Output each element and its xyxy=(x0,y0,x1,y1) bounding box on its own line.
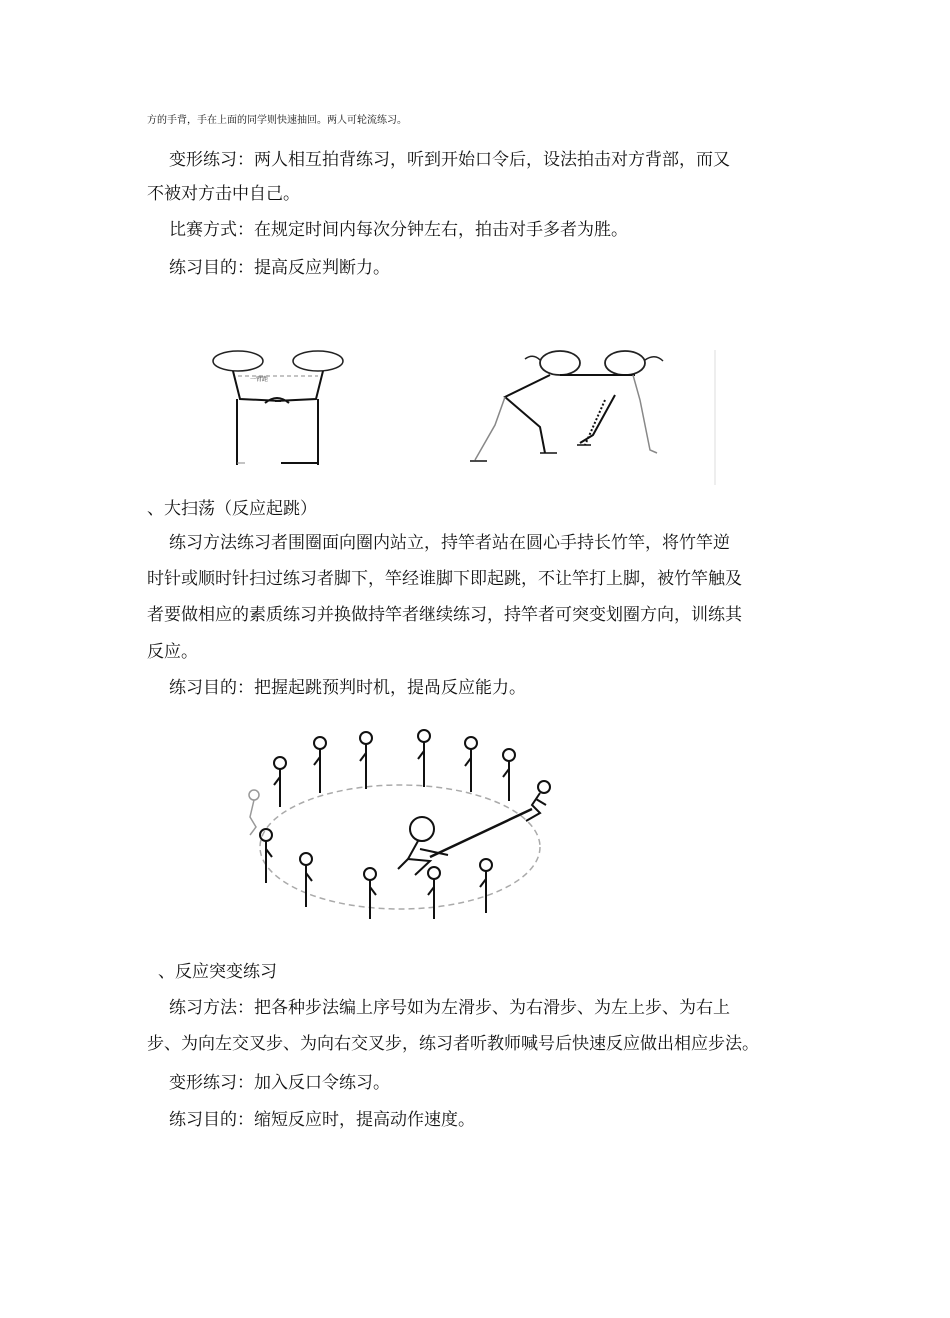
arm-distance-label: 一臂距 xyxy=(250,376,269,383)
continued-text-line: 方的手背，手在上面的同学则快速抽回。两人可轮流练习。 xyxy=(147,115,407,126)
back-slap-figure xyxy=(465,345,725,485)
arm-distance-figure xyxy=(205,345,355,470)
player-head-right xyxy=(605,351,645,375)
variant-exercise-line-2: 不被对方击中自己。 xyxy=(147,184,300,204)
section-heading-big-sweep: 、大扫荡（反应起跳） xyxy=(147,499,317,519)
standing-player xyxy=(360,732,372,789)
standing-player xyxy=(314,737,326,793)
exercise-purpose-line: 练习目的：提高反应判断力。 xyxy=(169,258,390,278)
method-line-2: 步、为向左交叉步、为向右交叉步，练习者听教师喊号后快速反应做出相应步法。 xyxy=(147,1034,759,1054)
jumping-player xyxy=(526,781,550,821)
standing-player xyxy=(465,737,477,792)
bamboo-pole xyxy=(430,809,532,857)
standing-player xyxy=(364,868,376,919)
standing-player xyxy=(300,853,312,907)
pole-holder xyxy=(398,817,448,875)
section-heading-reaction-change: 、反应突变练习 xyxy=(158,962,277,982)
standing-player xyxy=(260,829,272,883)
jumping-player xyxy=(249,790,259,835)
method-line-2: 时针或顺时针扫过练习者脚下，竿经谁脚下即起跳，不让竿打上脚，被竹竿触及 xyxy=(147,569,742,589)
exercise-purpose-line: 练习目的：缩短反应时，提高动作速度。 xyxy=(169,1110,475,1130)
dashed-circle xyxy=(260,785,540,909)
method-line-3: 者要做相应的素质练习并换做持竿者继续练习，持竿者可突变划圈方向，训练其 xyxy=(147,605,742,625)
player-head-left xyxy=(540,351,580,375)
competition-method-line: 比赛方式：在规定时间内每次分钟左右，拍击对手多者为胜。 xyxy=(169,220,628,240)
method-line-1: 练习方法：把各种步法编上序号如为左滑步、为右滑步、为左上步、为右上 xyxy=(169,998,730,1018)
player-head-right xyxy=(293,351,343,371)
standing-player xyxy=(428,867,440,919)
player-head-left xyxy=(213,351,263,371)
method-line-1: 练习方法练习者围圈面向圈内站立，持竿者站在圆心手持长竹竿，将竹竿逆 xyxy=(169,533,730,553)
sweep-circle-figure xyxy=(240,725,560,925)
method-line-4: 反应。 xyxy=(147,642,198,662)
variant-exercise-line-1: 变形练习：两人相互拍背练习，听到开始口令后，设法拍击对方背部，而又 xyxy=(169,150,730,170)
variant-exercise-line: 变形练习：加入反口令练习。 xyxy=(169,1073,390,1093)
exercise-purpose-line: 练习目的：把握起跳预判时机，提咼反应能力。 xyxy=(169,678,526,698)
standing-player xyxy=(480,859,492,913)
standing-player xyxy=(274,757,286,807)
standing-player xyxy=(418,730,430,787)
standing-player xyxy=(503,749,515,801)
